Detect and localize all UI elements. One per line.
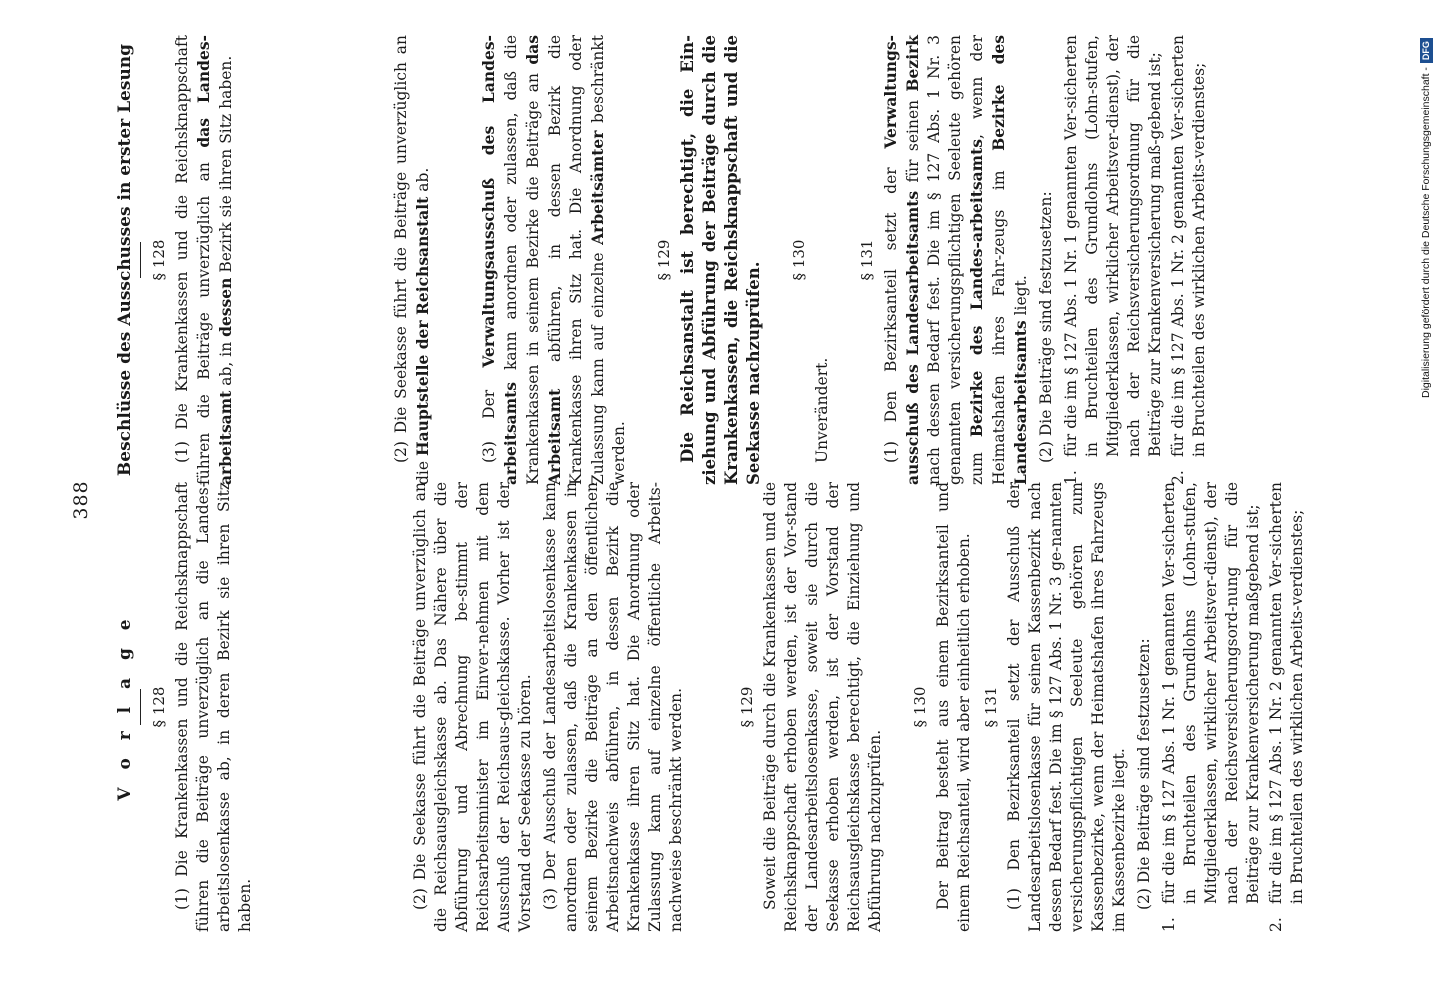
section-128-para-3: (3) Der Ausschuß der Landesarbeitslosenkasse kann anordnen oder zulassen, daß die Krankenkassen in seinem Bezirke die Beiträge an den öffentlichen Arbeitsnachweis abführen, in dessen Bezirk die Krankenkasse ihren Sitz hat. Die Anordnung oder Zulassung kann auf einzelne öffentliche Arbeits-nachweise beschränkt werden. bbox=[541, 482, 685, 932]
spacer bbox=[438, 35, 478, 485]
section-128-title: § 128 bbox=[150, 686, 168, 728]
dfg-logo: DFG bbox=[1420, 38, 1433, 63]
section-128-para-2 bbox=[391, 35, 434, 485]
text-run: (2) Die Seekasse führt die Beiträge unverzüglich an die bbox=[392, 35, 432, 485]
list-item-number: 1. bbox=[1160, 917, 1178, 932]
text-run: für seinen bbox=[904, 91, 922, 191]
amended-text: dessen bbox=[216, 277, 235, 337]
section-131-title: § 131 bbox=[858, 239, 876, 281]
text-run: beschränkt werden. bbox=[589, 35, 628, 485]
section-128-para-2: (2) Die Seekasse führt die Beiträge unverzüglich an die Reichsausgleichskasse ab. Das Nähere über die Abführung und Abrechnung be-stimmt der Reichsarbeitsminister im Einver-nehmen mit dem Ausschuß der Reichsaus-gleichskasse. Vorher ist der Vorstand der Seekasse zu hören. bbox=[411, 482, 534, 932]
text-run: , wenn der Heimatshafen ihres Fahr-zeugs im bbox=[968, 35, 1008, 485]
amended-text: Verwaltungs-ausschuß des Landesarbeitsamts bbox=[881, 35, 922, 485]
column-vorlage bbox=[115, 482, 1310, 932]
heading-rule bbox=[140, 242, 141, 278]
section-129-title: § 129 bbox=[738, 686, 756, 728]
text-run: abführen, in dessen Bezirk die Krankenkasse ihren Sitz hat. Die Anordnung oder Zulassung kann auf einzelne bbox=[546, 35, 607, 485]
heading-rule bbox=[140, 689, 141, 725]
section-131-para-2: (2) Die Beiträge sind festzusetzen: bbox=[1037, 191, 1055, 463]
list-item-text: für die im § 127 Abs. 1 Nr. 2 genannten Ver-sicherten in Bruchteilen des wirklichen Arbeits-verdienstes; bbox=[1267, 482, 1306, 904]
spacer bbox=[241, 35, 391, 485]
text-run: ab, in bbox=[217, 336, 235, 391]
amended-text: Bezirke des Landesarbeitsamts bbox=[989, 34, 1030, 485]
list-item-number: 2. bbox=[1267, 917, 1285, 932]
spacer bbox=[260, 482, 410, 932]
column-beschluesse bbox=[115, 35, 1212, 485]
credit-text: Digitalisierung gefördert durch die Deutsche Forschungsgemeinschaft - bbox=[1420, 67, 1432, 398]
spacer bbox=[837, 35, 851, 485]
section-131-title: § 131 bbox=[982, 686, 1000, 728]
section-129-title: § 129 bbox=[655, 239, 673, 281]
list-item-text: für die im § 127 Abs. 1 Nr. 1 genannten Ver-sicherten in Bruchteilen des Grundlohns (Lohn-stufen, Mitgliederklassen, wirklicher Arbeitsver-dienst), der nach der Reichsversicherungsord-nung für die Beiträge zur Krankenversicherung maßgebend ist; bbox=[1160, 482, 1262, 904]
list-item-text: für die im § 127 Abs. 1 Nr. 2 genannten Ver-sicherten in Bruchteilen des wirklichen Arbeits-verdienstes; bbox=[1169, 35, 1208, 457]
list-item bbox=[1061, 35, 1166, 485]
spacer bbox=[634, 35, 648, 485]
amended-text: Arbeitsämter bbox=[588, 130, 607, 245]
section-128-para-1 bbox=[172, 35, 237, 485]
list-item-text: für die im § 127 Abs. 1 Nr. 1 genannten Ver-sicherten in Bruchteilen des Grundlohns (Lohn-stufen, Mitgliederklassen, wirklicher Arbeitsver-dienst), der nach der Reichsversicherungsordnung für die Beiträge zur Krankenversicherung maß-gebend ist; bbox=[1062, 35, 1164, 457]
section-131-para-2: (2) Die Beiträge sind festzusetzen: bbox=[1135, 638, 1153, 910]
list-item-number: 2. bbox=[1169, 470, 1187, 485]
spacer bbox=[769, 35, 783, 485]
section-131-para-1 bbox=[880, 35, 1032, 485]
text-run: (1) Den Bezirksanteil setzt der bbox=[882, 148, 900, 463]
spacer bbox=[890, 482, 904, 932]
text-run: ab. bbox=[414, 167, 432, 197]
text-run: nach dessen Bedarf fest. Die im § 127 Abs. 1 Nr. 3 genannten versicherungspflichtigen Seeleute gehören zum bbox=[925, 35, 986, 485]
section-128-title: § 128 bbox=[150, 239, 168, 281]
list-item bbox=[1168, 35, 1210, 485]
section-128-para-3 bbox=[478, 35, 630, 485]
spacer bbox=[691, 482, 731, 932]
text-run: (3) Der bbox=[480, 367, 498, 463]
section-130-para: Unverändert. bbox=[813, 357, 831, 463]
section-130-title: § 130 bbox=[790, 239, 808, 281]
text-run: liegt. bbox=[1012, 275, 1030, 321]
section-129-para: Die Reichsanstalt ist berechtigt, die Ein-ziehung und Abführung der Beiträge durch die Krankenkassen, die Reichsknappschaft und die Seekasse nachzuprüfen. bbox=[678, 35, 763, 485]
section-131-para-1: (1) Den Bezirksanteil setzt der Ausschuß der Landesarbeitslosenkasse für seinen Kassenbezirk nach dessen Bedarf fest. Die im § 127 Abs. 1 Nr. 3 ge-nannten versicherungspflichtigen Seeleute gehören zum Kassenbezirke, wenn der Heimatshafen ihres Fahrzeugs im Kassenbezirke liegt. bbox=[1005, 482, 1128, 932]
list-item bbox=[1266, 482, 1308, 932]
column-heading-beschluesse: Beschlüsse des Ausschusses in erster Lesung bbox=[115, 43, 135, 477]
amended-text: das Arbeitsamt bbox=[523, 35, 564, 485]
amended-text: Hauptstelle der Reichsanstalt bbox=[413, 196, 432, 457]
text-run: (1) Die Krankenkassen und die Reichsknappschaft führen die Beiträge unverzüglich an bbox=[173, 35, 213, 485]
page-number: 388 bbox=[70, 480, 92, 520]
amended-text: Bezirke des Landes-arbeitsamts bbox=[967, 139, 986, 438]
text-run: kann anordnen oder zulassen, daß die Krankenkassen in seinem Bezirke die Beiträge an bbox=[502, 35, 542, 485]
list-item-number: 1. bbox=[1062, 470, 1080, 485]
section-128-para-1: (1) Die Krankenkassen und die Reichsknappschaft führen die Beiträge unverzüglich an die Landes-arbeitslosenkasse ab, in deren Bezirk sie ihren Sitz haben. bbox=[173, 482, 254, 932]
column-heading-vorlage: V o r l a g e bbox=[115, 613, 135, 801]
digitization-credit bbox=[1418, 8, 1434, 398]
list-item bbox=[1159, 482, 1264, 932]
amended-text: Bezirk bbox=[903, 35, 922, 92]
text-run: Bezirk sie ihren Sitz haben. bbox=[217, 55, 235, 278]
credit-line bbox=[1418, 8, 1434, 398]
section-130-title: § 130 bbox=[911, 686, 929, 728]
section-130-para: Der Beitrag besteht aus einem Bezirksanteil und einem Reichsanteil, wird aber einheitlich erhoben. bbox=[934, 482, 973, 932]
amended-text: Verwaltungsausschuß des Landes-arbeitsamts bbox=[479, 35, 520, 485]
amended-text: das Landes-arbeitsamt bbox=[194, 35, 235, 485]
section-129-para: Soweit die Beiträge durch die Krankenkassen und die Reichsknappschaft erhoben werden, ist der Vor-stand der Landesarbeitslosenkasse, soweit sie durch die Seekasse erhoben werden, ist der Vorstand der Reichsausgleichskasse berechtigt, die Einziehung und Abführung nachzuprüfen. bbox=[761, 482, 884, 932]
